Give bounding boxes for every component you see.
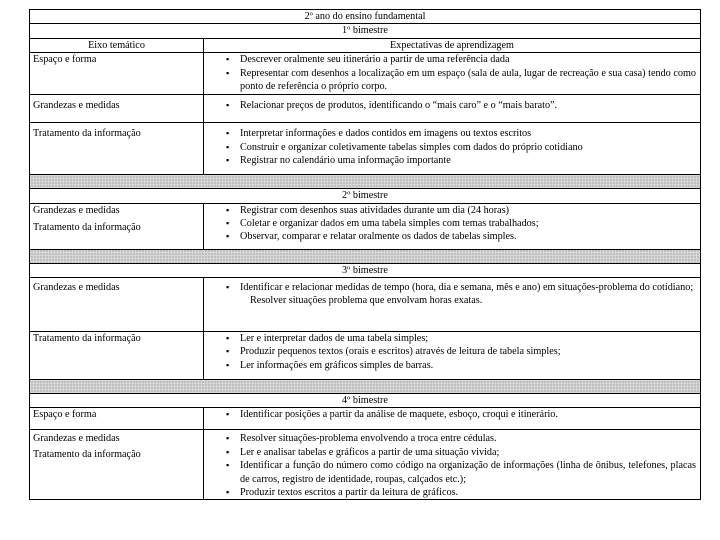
- eixo-label: Tratamento da informação: [33, 222, 141, 234]
- eixo-cell: [30, 332, 204, 380]
- bimestre-header: 2º bimestre: [30, 189, 701, 203]
- expectativa-item: ▪ Registrar no calendário uma informação importante: [226, 154, 696, 167]
- expectativa-item: ▪ Representar com desenhos a localização em um espaço (sala de aula, lugar de recreação e sua casa) tendo como ponto de referência o próprio corpo.: [226, 67, 696, 94]
- eixo-cell: [30, 278, 204, 332]
- eixo-label: Tratamento da informação: [33, 448, 141, 460]
- expectativas-cell: [204, 95, 701, 123]
- curriculum-table: [29, 9, 701, 500]
- expectativa-item: ▪ Identificar e relacionar medidas de tempo (hora, dia e semana, mês e ano) em situações-problema do cotidiano;: [226, 281, 696, 294]
- expectativa-item: ▪ Observar, comparar e relatar oralmente os dados de tabelas simples.: [226, 230, 696, 243]
- expectativa-item: ▪ Registrar com desenhos suas atividades durante um dia (24 horas): [226, 204, 696, 217]
- eixo-label: Grandezas e medidas: [33, 204, 120, 216]
- eixo-label: Grandezas e medidas: [33, 433, 120, 445]
- eixo-label: Grandezas e medidas: [33, 282, 120, 294]
- expectativas-cell: [204, 203, 701, 249]
- section-divider: [30, 249, 701, 263]
- expectativa-item: ▪ Construir e organizar coletivamente tabelas simples com dados do próprio cotidiano: [226, 141, 696, 154]
- expectativa-item: ▪ Resolver situações-problema envolvendo a troca entre cédulas.: [226, 432, 696, 445]
- expectativas-cell: [204, 408, 701, 430]
- expectativa-item: ▪ Ler informações em gráficos simples de barras.: [226, 359, 696, 372]
- expectativas-cell: [204, 332, 701, 380]
- section-divider: [30, 380, 701, 394]
- eixo-cell: [30, 53, 204, 95]
- bimestre-header: 3º bimestre: [30, 263, 701, 277]
- expectativa-item: ▪ Descrever oralmente seu itinerário a partir de uma referência dada: [226, 53, 696, 66]
- eixo-label: Espaço e forma: [33, 409, 97, 421]
- expectativas-cell: [204, 430, 701, 500]
- eixo-label: Tratamento da informação: [33, 128, 141, 140]
- eixo-cell: [30, 95, 204, 123]
- expectativa-item: ▪ Ler e analisar tabelas e gráficos a partir de uma situação vivida;: [226, 446, 696, 459]
- column-header-eixo: Eixo temático: [30, 38, 204, 52]
- eixo-cell: [30, 430, 204, 500]
- bimestre-header: 1º bimestre: [30, 24, 701, 38]
- bimestre-header: 4º bimestre: [30, 394, 701, 408]
- section-divider: [30, 175, 701, 189]
- eixo-cell: [30, 408, 204, 430]
- expectativa-item: ▪ Produzir pequenos textos (orais e escritos) através de leitura de tabela simples;: [226, 345, 696, 358]
- eixo-cell: [30, 203, 204, 249]
- eixo-label: Tratamento da informação: [33, 333, 141, 345]
- expectativas-cell: [204, 53, 701, 95]
- table-title: 2º ano do ensino fundamental: [30, 10, 701, 24]
- column-header-expectativas: Expectativas de aprendizagem: [204, 38, 701, 52]
- expectativa-item: ▪ Identificar posições a partir da análise de maquete, esboço, croqui e itinerário.: [226, 408, 696, 421]
- eixo-label: Espaço e forma: [33, 54, 97, 66]
- expectativa-item: ▪ Interpretar informações e dados contidos em imagens ou textos escritos: [226, 127, 696, 140]
- eixo-label: Grandezas e medidas: [33, 100, 120, 112]
- expectativa-item: ▪ Ler e interpretar dados de uma tabela simples;: [226, 332, 696, 345]
- expectativa-item: Resolver situações problema que envolvam horas exatas.: [250, 295, 483, 307]
- expectativas-cell: [204, 278, 701, 332]
- expectativa-item: ▪ Produzir textos escritos a partir da leitura de gráficos.: [226, 486, 696, 499]
- expectativa-item: ▪ Coletar e organizar dados em uma tabela simples com temas trabalhados;: [226, 217, 696, 230]
- expectativa-item: ▪ Relacionar preços de produtos, identificando o “mais caro” e o “mais barato”.: [226, 99, 696, 112]
- expectativa-item: ▪ Identificar a função do número como código na organização de informações (linha de ônibus, telefones, placas de carros, registro de identidade, roupas, calçados etc.);: [226, 459, 696, 486]
- eixo-cell: [30, 123, 204, 175]
- expectativas-cell: [204, 123, 701, 175]
